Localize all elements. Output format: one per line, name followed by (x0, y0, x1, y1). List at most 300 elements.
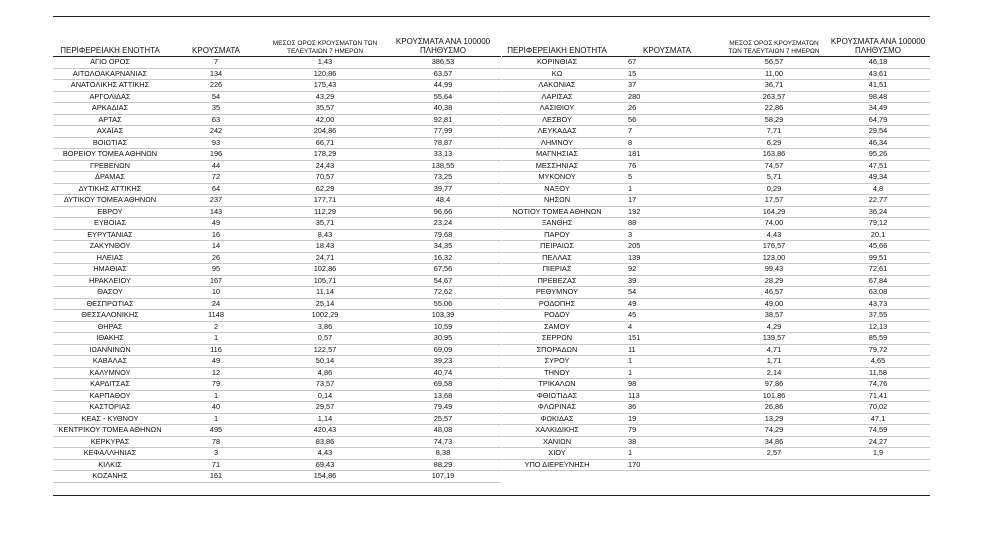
cell-avg7: 164,29 (762, 206, 786, 216)
cell-region: ΙΩΑΝΝΙΝΩΝ (89, 344, 131, 354)
cell-region: ΑΡΓΟΛΙΔΑΣ (89, 91, 131, 101)
cell-region: ΕΒΡΟΥ (97, 206, 123, 216)
table-row (53, 460, 501, 472)
cell-region: ΜΕΣΣΗΝΙΑΣ (535, 160, 579, 170)
table-row (502, 80, 930, 92)
cell-cases: 54 (628, 287, 637, 296)
cell-region: ΚΑΒΑΛΑΣ (92, 356, 128, 365)
table-row (502, 368, 930, 380)
cell-per100k: 46,34 (868, 137, 888, 147)
cell-per100k: 78,87 (433, 137, 453, 147)
table-row (53, 333, 501, 345)
cell-avg7: 4,86 (317, 367, 333, 377)
cell-cases: 226 (209, 80, 223, 89)
cell-region: ΑΡΚΑΔΙΑΣ (91, 103, 129, 112)
cell-region: ΖΑΚΥΝΘΟΥ (89, 241, 131, 250)
cell-region: ΦΩΚΙΔΑΣ (540, 413, 574, 423)
cell-avg7: 2,14 (766, 367, 782, 377)
cell-cases: 1 (628, 448, 633, 457)
cell-avg7: 34,86 (764, 436, 784, 446)
cell-cases: 54 (211, 91, 221, 101)
cell-avg7: 74,00 (764, 218, 784, 227)
cell-per100k: 37,55 (868, 310, 888, 319)
table-row (53, 264, 501, 276)
cell-per100k: 47,51 (868, 160, 888, 170)
cell-cases: 92 (628, 264, 637, 273)
table-row (53, 115, 501, 127)
cell-avg7: 176,57 (762, 241, 786, 250)
header-cases: ΚΡΟΥΣΜΑΤΑ (192, 45, 240, 55)
cell-region: ΣΠΟΡΑΔΩΝ (536, 344, 578, 354)
cell-cases: 56 (628, 114, 637, 124)
cell-region: ΚΕΦΑΛΛΗΝΙΑΣ (83, 448, 137, 457)
cell-per100k: 386,53 (431, 57, 455, 66)
right-table (502, 32, 930, 471)
cell-region: ΚΙΛΚΙΣ (98, 459, 122, 469)
table-row (502, 57, 930, 69)
cell-cases: 280 (628, 91, 641, 101)
cell-per100k: 96,66 (433, 206, 453, 216)
cell-avg7: 0,29 (766, 183, 782, 193)
cell-avg7: 73,57 (315, 379, 335, 388)
table-row (53, 69, 501, 81)
cell-avg7: 26,86 (764, 402, 784, 411)
cell-avg7: 49,00 (764, 298, 784, 308)
cell-cases: 1 (628, 367, 633, 377)
cell-avg7: 4,43 (766, 229, 782, 239)
cell-per100k: 22,77 (868, 195, 888, 204)
table-row (502, 460, 930, 472)
cell-per100k: 34,35 (433, 241, 453, 250)
cell-cases: 196 (209, 149, 223, 158)
cell-avg7: 1,14 (317, 413, 333, 423)
table-row (53, 149, 501, 161)
cell-avg7 (722, 460, 826, 471)
cell-per100k: 45,66 (868, 241, 888, 250)
cell-per100k: 71,41 (868, 390, 888, 400)
cell-per100k: 138,55 (431, 160, 455, 170)
cell-per100k: 40,74 (433, 367, 453, 377)
cell-cases: 24 (211, 298, 221, 308)
cell-avg7: 112,29 (313, 206, 337, 216)
cell-avg7: 69,43 (315, 459, 335, 469)
cell-cases: 40 (211, 402, 221, 411)
cell-avg7: 4,29 (766, 321, 782, 331)
cell-region: ΤΡΙΚΑΛΩΝ (538, 379, 576, 388)
table-row (502, 207, 930, 219)
cell-avg7: 4,43 (317, 448, 333, 457)
table-row (53, 391, 501, 403)
table-row (502, 218, 930, 230)
cell-per100k: 77,99 (433, 126, 453, 135)
header-avg7: ΜΕΣΟΣ ΟΡΟΣ ΚΡΟΥΣΜΑΤΩΝ ΤΩΝ ΤΕΛΕΥΤΑΙΩΝ 7 ΗΜΕΡΩΝ (728, 40, 820, 55)
table-row (502, 138, 930, 150)
cell-cases: 19 (628, 413, 637, 423)
cell-region: ΔΥΤΙΚΟΥ ΤΟΜΕΑ ΑΘΗΝΩΝ (63, 195, 157, 204)
table-row (53, 402, 501, 414)
cell-region: ΘΕΣΣΑΛΟΝΙΚΗΣ (81, 310, 139, 319)
cell-per100k: 67,56 (433, 264, 453, 273)
cell-region: ΠΑΡΟΥ (544, 229, 570, 239)
cell-region: ΥΠΟ ΔΙΕΡΕΥΝΗΣΗ (524, 459, 590, 469)
cell-per100k: 55,06 (433, 298, 453, 308)
cell-region: ΠΕΙΡΑΙΩΣ (540, 241, 574, 250)
table-row (502, 149, 930, 161)
cell-avg7: 38,57 (764, 310, 784, 319)
cell-region: ΝΑΞΟΥ (544, 183, 570, 193)
cell-per100k: 72,62 (433, 287, 453, 296)
cell-cases: 205 (628, 241, 641, 250)
cell-avg7: 1,71 (766, 356, 782, 365)
cell-avg7: 56,57 (764, 57, 784, 66)
cell-cases: 11 (628, 344, 636, 354)
cell-per100k: 64,79 (868, 114, 888, 124)
cell-region: ΚΕΑΣ - ΚΥΘΝΟΥ (81, 413, 139, 423)
cell-per100k: 1,9 (872, 448, 884, 457)
cell-region: ΚΑΡΔΙΤΣΑΣ (90, 379, 130, 388)
cell-avg7: 178,29 (313, 149, 337, 158)
cell-avg7: 24,71 (315, 252, 335, 262)
cell-avg7: 35,71 (315, 218, 335, 227)
cell-cases: 167 (209, 275, 223, 285)
cell-region: ΠΕΛΛΑΣ (542, 252, 572, 262)
cell-cases: 16 (211, 229, 221, 239)
cell-per100k: 4,65 (870, 356, 886, 365)
cell-avg7: 42,00 (315, 114, 335, 124)
cell-region: ΧΑΝΙΩΝ (542, 436, 572, 446)
cell-per100k: 12,13 (868, 321, 888, 331)
table-row (502, 448, 930, 460)
cell-avg7: 50,14 (315, 356, 335, 365)
cell-avg7: 420,43 (313, 425, 337, 434)
cell-per100k: 79,12 (868, 218, 888, 227)
cell-cases: 35 (211, 103, 221, 112)
cell-cases: 67 (628, 57, 637, 66)
table-row (502, 299, 930, 311)
cell-cases: 237 (209, 195, 223, 204)
cell-avg7: 99,43 (764, 264, 784, 273)
bottom-rule (53, 495, 930, 496)
cell-region: ΛΑΚΩΝΙΑΣ (538, 80, 576, 89)
cell-cases: 192 (628, 206, 641, 216)
cell-per100k: 95,26 (868, 149, 888, 158)
table-row (502, 241, 930, 253)
cell-cases: 49 (211, 356, 221, 365)
cell-region: ΑΙΤΩΛΟΑΚΑΡΝΑΝΙΑΣ (72, 68, 148, 78)
cell-cases: 495 (209, 425, 223, 434)
cell-avg7: 102,86 (313, 264, 337, 273)
cell-region: ΣΕΡΡΩΝ (541, 333, 573, 342)
cell-region: ΚΑΡΠΑΘΟΥ (89, 390, 131, 400)
cell-avg7: 74,29 (764, 425, 784, 434)
cell-cases: 134 (209, 68, 223, 78)
table-row (502, 333, 930, 345)
cell-cases: 95 (211, 264, 221, 273)
cell-per100k: 46,18 (868, 57, 888, 66)
cell-per100k: 24,27 (868, 436, 888, 446)
cell-region: ΔΡΑΜΑΣ (95, 172, 125, 181)
cell-per100k: 69,09 (433, 344, 453, 354)
cell-avg7: 163,86 (762, 149, 786, 158)
cell-per100k: 107,19 (431, 471, 455, 480)
cell-avg7: 5,71 (766, 172, 782, 181)
cell-per100k: 70,02 (868, 402, 888, 411)
table-row (53, 356, 501, 368)
cell-region: ΦΛΩΡΙΝΑΣ (537, 402, 577, 411)
cell-region: ΛΗΜΝΟΥ (540, 137, 574, 147)
table-row (53, 218, 501, 230)
table-row (53, 379, 501, 391)
cell-cases: 39 (628, 275, 637, 285)
cell-per100k: 20,1 (870, 229, 886, 239)
cell-cases: 71 (211, 459, 221, 469)
table-row (53, 471, 501, 483)
left-table (53, 32, 501, 483)
cell-avg7: 66,71 (315, 137, 335, 147)
table-row (53, 184, 501, 196)
cell-avg7: 43,29 (315, 91, 335, 101)
cell-cases: 116 (210, 344, 222, 354)
table-row (53, 138, 501, 150)
table-row (53, 126, 501, 138)
cell-per100k: 34,49 (868, 103, 888, 112)
cell-per100k: 25,57 (433, 413, 453, 423)
cell-avg7: 177,71 (313, 195, 337, 204)
cell-per100k: 29,54 (868, 126, 888, 135)
cell-cases: 1 (213, 333, 219, 342)
cell-avg7: 122,57 (313, 344, 337, 354)
cell-per100k: 39,77 (433, 183, 453, 193)
cell-per100k: 74,73 (433, 436, 453, 446)
cell-avg7: 1,43 (317, 57, 333, 66)
cell-cases: 98 (628, 379, 637, 388)
cell-avg7: 70,57 (315, 172, 335, 181)
cell-cases: 79 (211, 379, 221, 388)
table-row (53, 322, 501, 334)
cell-per100k: 11,58 (869, 367, 887, 377)
cell-region: ΛΑΣΙΘΙΟΥ (539, 103, 575, 112)
left-table-header (53, 32, 501, 57)
table-row (53, 103, 501, 115)
cell-cases: 7 (628, 126, 633, 135)
table-row (502, 379, 930, 391)
cell-avg7: 4,71 (766, 344, 782, 354)
cell-avg7: 25,14 (315, 298, 335, 308)
table-row (502, 126, 930, 138)
cell-region: ΝΗΣΩΝ (543, 195, 571, 204)
cell-avg7: 11,00 (765, 68, 783, 78)
cell-cases: 2 (213, 321, 219, 331)
cell-region: ΘΕΣΠΡΩΤΙΑΣ (86, 298, 134, 308)
table-row (502, 356, 930, 368)
cell-cases: 12 (211, 367, 221, 377)
cell-avg7: 74,57 (764, 160, 784, 170)
cell-per100k: 73,25 (433, 172, 453, 181)
header-avg7: ΜΕΣΟΣ ΟΡΟΣ ΚΡΟΥΣΜΑΤΩΝ ΤΩΝ ΤΕΛΕΥΤΑΙΩΝ 7 ΗΜΕΡΩΝ (272, 40, 378, 55)
table-row (502, 425, 930, 437)
cell-per100k: 99,51 (868, 252, 888, 262)
cell-cases: 1 (213, 390, 219, 400)
cell-per100k: 39,23 (433, 356, 453, 365)
header-per100k: ΚΡΟΥΣΜΑΤΑ ΑΝΑ 100000 ΠΛΗΘΥΣΜΟ (830, 36, 926, 55)
cell-region: ΡΕΘΥΜΝΟΥ (535, 287, 579, 296)
cell-avg7: 2,57 (766, 448, 782, 457)
cell-region: ΧΙΟΥ (548, 448, 566, 457)
cell-region: ΕΥΡΥΤΑΝΙΑΣ (87, 229, 133, 239)
cell-per100k: 54,67 (433, 275, 453, 285)
cell-avg7: 175,43 (313, 80, 337, 89)
cell-region: ΒΟΙΩΤΙΑΣ (92, 137, 128, 147)
cell-per100k: 63,08 (868, 287, 888, 296)
cell-per100k: 40,38 (433, 103, 453, 112)
cell-avg7: 36,71 (764, 80, 784, 89)
cell-avg7: 123,00 (762, 252, 786, 262)
cell-cases: 1 (628, 356, 633, 365)
cell-per100k: 72,61 (868, 264, 888, 273)
table-row (502, 402, 930, 414)
table-row (502, 69, 930, 81)
cell-per100k: 36,24 (868, 206, 888, 216)
cell-avg7: 101,86 (762, 390, 786, 400)
cell-cases: 78 (211, 436, 221, 446)
cell-per100k: 23,24 (433, 218, 453, 227)
cell-cases: 76 (628, 160, 637, 170)
header-per100k: ΚΡΟΥΣΜΑΤΑ ΑΝΑ 100000 ΠΛΗΘΥΣΜΟ (395, 36, 491, 55)
cell-cases: 181 (628, 149, 641, 158)
cell-cases: 38 (628, 436, 637, 446)
cell-region: ΡΟΔΟΥ (544, 310, 570, 319)
cell-region: ΘΑΣΟΥ (97, 287, 123, 296)
table-row (53, 414, 501, 426)
table-row (53, 437, 501, 449)
right-table-header (502, 32, 930, 57)
cell-avg7: 105,71 (313, 275, 337, 285)
table-row (502, 276, 930, 288)
cell-cases: 5 (628, 172, 633, 181)
cell-avg7: 24,43 (315, 160, 335, 170)
cell-per100k: 49,34 (868, 172, 888, 181)
table-row (53, 448, 501, 460)
cell-avg7: 8,43 (317, 229, 333, 239)
left-table-body (53, 57, 501, 483)
table-row (53, 92, 501, 104)
table-row (53, 299, 501, 311)
cell-cases: 4 (628, 321, 633, 331)
cell-avg7: 46,57 (764, 287, 784, 296)
cell-avg7: 139,57 (762, 333, 786, 342)
table-row (502, 287, 930, 299)
cell-avg7: 7,71 (766, 126, 782, 135)
table-row (53, 57, 501, 69)
cell-avg7: 0,14 (317, 390, 333, 400)
cell-cases: 26 (211, 252, 221, 262)
cell-per100k: 43,73 (868, 298, 888, 308)
cell-avg7: 3,86 (317, 321, 333, 331)
cell-avg7: 62,29 (315, 183, 335, 193)
cell-region: ΠΡΕΒΕΖΑΣ (537, 275, 577, 285)
table-row (53, 207, 501, 219)
cell-avg7: 11,14 (316, 287, 334, 296)
header-region: ΠΕΡΙΦΕΡΕΙΑΚΗ ΕΝΟΤΗΤΑ (60, 45, 160, 55)
cell-cases: 14 (211, 241, 221, 250)
cell-avg7: 120,86 (313, 68, 337, 78)
cell-region: ΙΘΑΚΗΣ (96, 333, 124, 342)
cell-cases: 64 (211, 183, 221, 193)
cell-avg7: 83,86 (315, 436, 335, 446)
cell-region: ΣΥΡΟΥ (544, 356, 570, 365)
table-row (53, 425, 501, 437)
cell-region: ΔΥΤΙΚΗΣ ΑΤΤΙΚΗΣ (78, 183, 142, 193)
cell-avg7: 17,57 (764, 195, 784, 204)
table-row (53, 230, 501, 242)
table-row (53, 195, 501, 207)
cell-per100k: 79,49 (433, 402, 453, 411)
cell-per100k: 41,51 (868, 80, 888, 89)
table-row (502, 230, 930, 242)
cell-per100k: 67,84 (868, 275, 888, 285)
cell-avg7: 13,29 (764, 413, 784, 423)
table-row (53, 253, 501, 265)
table-row (502, 195, 930, 207)
cell-avg7: 263,57 (762, 91, 786, 101)
cell-region: ΓΡΕΒΕΝΩΝ (90, 160, 130, 170)
table-row (502, 322, 930, 334)
cell-avg7: 0,57 (317, 333, 333, 342)
top-rule (53, 16, 930, 17)
cell-cases: 15 (628, 68, 637, 78)
cell-avg7: 204,86 (313, 126, 337, 135)
cell-avg7: 35,57 (315, 103, 335, 112)
cell-region: ΑΝΑΤΟΛΙΚΗΣ ΑΤΤΙΚΗΣ (70, 80, 150, 89)
cell-region: ΡΟΔΟΠΗΣ (538, 298, 576, 308)
cell-region: ΚΟΡΙΝΘΙΑΣ (536, 57, 578, 66)
table-row (502, 172, 930, 184)
table-row (53, 161, 501, 173)
cell-region: ΚΑΛΥΜΝΟΥ (89, 367, 131, 377)
cell-cases: 49 (628, 298, 637, 308)
cell-per100k: 33,13 (433, 149, 453, 158)
cell-cases: 79 (628, 425, 637, 434)
cell-cases: 63 (211, 114, 221, 124)
cell-cases: 44 (211, 160, 221, 170)
cell-region: ΣΑΜΟΥ (543, 321, 571, 331)
cell-avg7: 29,57 (315, 402, 335, 411)
cell-region: ΠΙΕΡΙΑΣ (542, 264, 572, 273)
table-row (502, 184, 930, 196)
table-row (502, 264, 930, 276)
table-row (53, 241, 501, 253)
cell-cases: 36 (628, 402, 637, 411)
cell-region: ΛΕΥΚΑΔΑΣ (537, 126, 577, 135)
table-row (53, 345, 501, 357)
cell-region: ΗΜΑΘΙΑΣ (93, 264, 127, 273)
cell-region: ΚΟΖΑΝΗΣ (92, 471, 128, 480)
cell-per100k: 8,38 (435, 448, 451, 457)
cell-per100k: 43,61 (868, 68, 888, 78)
cell-region: ΚΕΡΚΥΡΑΣ (90, 436, 130, 446)
cell-cases: 45 (628, 310, 637, 319)
table-row (53, 276, 501, 288)
cell-avg7: 1002,29 (311, 310, 339, 319)
cell-avg7: 97,86 (764, 379, 784, 388)
cell-per100k: 74,59 (868, 425, 888, 434)
cell-region: ΑΡΤΑΣ (98, 114, 122, 124)
cell-avg7: 6,29 (766, 137, 782, 147)
cell-region: ΑΧΑΪΑΣ (96, 126, 124, 135)
cell-avg7: 58,29 (764, 114, 784, 124)
cell-per100k: 10,59 (433, 321, 453, 331)
cell-region: ΜΥΚΟΝΟΥ (538, 172, 576, 181)
